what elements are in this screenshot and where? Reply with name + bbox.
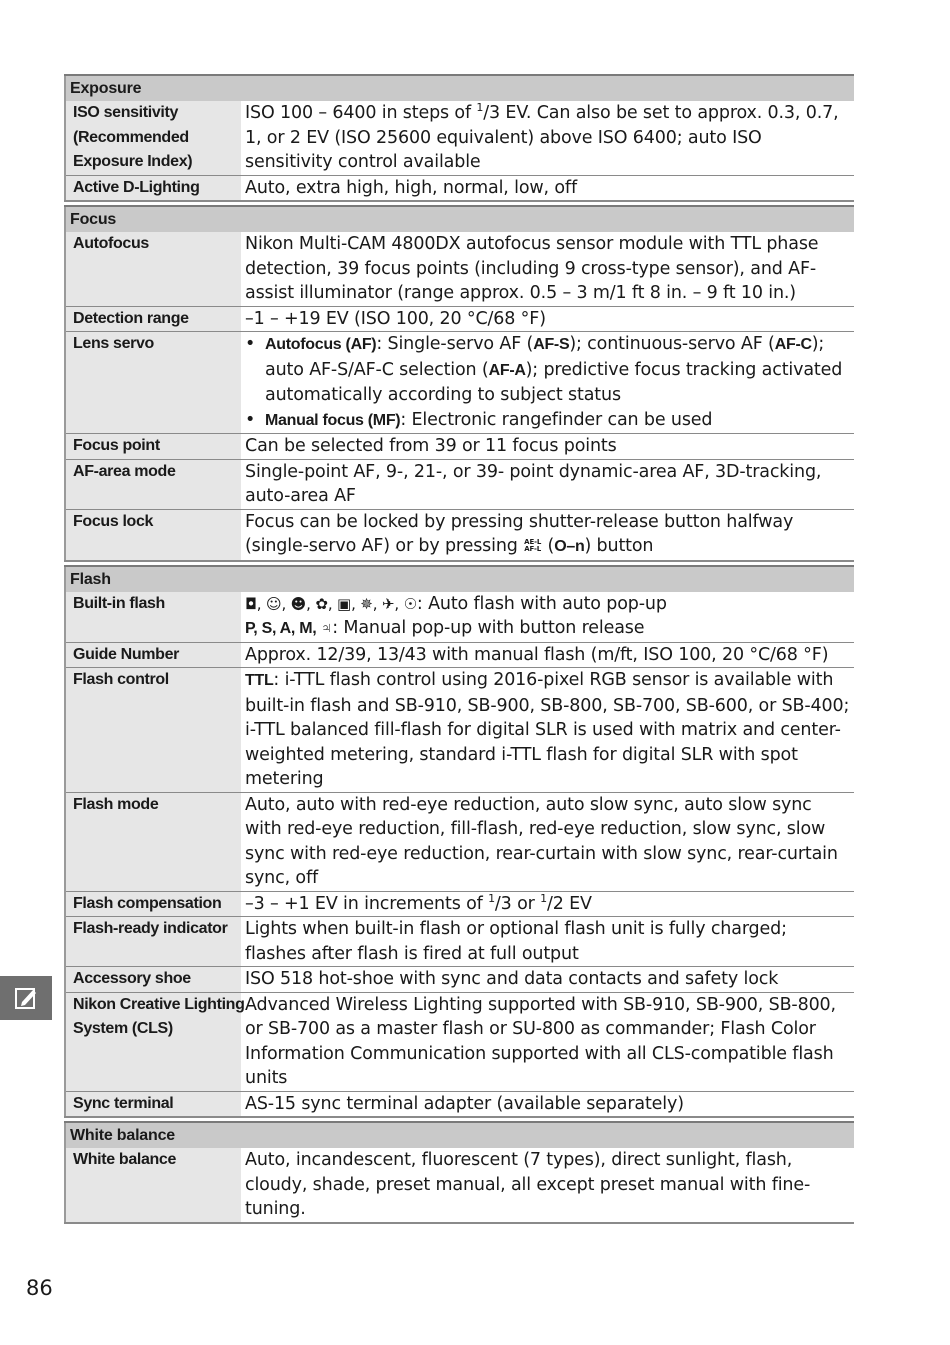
label-line: ISO sensitivity xyxy=(73,104,179,121)
spec-label: Active D-Lighting xyxy=(65,175,241,201)
spec-row-flash-compensation xyxy=(65,891,854,917)
value-text: : i-TTL flash control using 2016-pixel RGB sensor is available with built-in flash and SB-910, SB-900, SB-800, SB-700, SB-600, or SB-400; i-TTL balanced fill-flash for digital SLR is used with matrix and center-weighted metering, standard i-TTL flash for digital SLR with spot metering xyxy=(245,670,850,789)
bullet-list xyxy=(245,332,850,433)
value-text: : Single-servo AF ( xyxy=(376,334,534,354)
value-text: ISO 100 – 6400 in steps of xyxy=(245,103,477,123)
fraction-denominator: /2 xyxy=(546,893,564,914)
value-line xyxy=(245,592,850,617)
spec-value: AS-15 sync terminal adapter (available separately) xyxy=(241,1091,854,1117)
bold-term: AF-S xyxy=(533,336,570,353)
spec-label: Sync terminal xyxy=(65,1091,241,1117)
spec-label: Autofocus xyxy=(65,232,241,306)
label-line: Exposure Index) xyxy=(73,153,193,170)
specifications-table xyxy=(64,74,854,1224)
key-lock-icon: O–n xyxy=(554,538,585,555)
spec-label: White balance xyxy=(65,1148,241,1223)
spec-value xyxy=(241,101,854,175)
bold-term: AF-A xyxy=(488,361,526,379)
list-item xyxy=(265,332,850,408)
spec-row-lens-servo xyxy=(65,332,854,434)
section-title: White balance xyxy=(65,1122,854,1148)
spec-label xyxy=(65,101,241,175)
spec-value xyxy=(241,592,854,643)
spec-row-focus-lock xyxy=(65,509,854,561)
spec-row-detection-range xyxy=(65,306,854,332)
section-flash xyxy=(65,566,854,592)
pencil-note-icon xyxy=(13,985,39,1011)
fraction-denominator: /3 xyxy=(483,103,501,123)
label-line: (Recommended xyxy=(73,128,189,146)
spec-label: Lens servo xyxy=(65,332,241,434)
spec-value xyxy=(241,509,854,561)
value-text: ) button xyxy=(584,536,654,556)
spec-value: ISO 518 hot-shoe with sync and data contacts and safety lock xyxy=(241,967,854,993)
value-text: ); continuous-servo AF ( xyxy=(569,334,775,354)
spec-value: Lights when built-in flash or optional flash unit is fully charged; flashes after flash is fired at full output xyxy=(241,917,854,967)
spec-row-autofocus xyxy=(65,232,854,306)
spec-row-accessory-shoe xyxy=(65,967,854,993)
list-item xyxy=(265,408,850,434)
bold-term: Manual focus (MF) xyxy=(265,411,401,429)
spec-label: Guide Number xyxy=(65,642,241,668)
spec-value: Auto, extra high, high, normal, low, off xyxy=(241,175,854,201)
value-text: Focus can be locked by pressing shutter-release button halfway (single-servo AF) or by pressing xyxy=(245,511,794,556)
fraction-denominator: /3 xyxy=(494,893,512,914)
spec-value: Nikon Multi-CAM 4800DX autofocus sensor module with TTL phase detection, 39 focus points (including 9 cross-type sensor), and AF-assist illuminator (range approx. 0.5 – 3 m/1 ft 8 in. – 9 ft 10 in.) xyxy=(241,232,854,306)
scene-mode-icons: ◘, ☺, ☻, ✿, ▣, ✵, ✈, ☉ xyxy=(245,594,417,613)
value-text: or xyxy=(511,893,541,914)
spec-value: Approx. 12/39, 13/43 with manual flash (m/ft, ISO 100, 20 °C/68 °F) xyxy=(241,642,854,668)
bold-term: Autofocus (AF) xyxy=(265,336,377,353)
bold-term: AF-C xyxy=(774,336,812,353)
exposure-mode-letters: P, S, A, M, ♃ xyxy=(245,620,333,637)
value-text: : Auto flash with auto pop-up xyxy=(416,593,667,614)
value-text: EV xyxy=(563,893,592,914)
spec-label xyxy=(65,992,245,1091)
fraction-numerator: 1 xyxy=(488,891,495,905)
spec-label: Flash mode xyxy=(65,792,241,891)
spec-label: Detection range xyxy=(65,306,241,332)
spec-value: Auto, auto with red-eye reduction, auto slow sync, auto slow sync with red-eye reduction, fill-flash, red-eye reduction, slow sync, slow sync with red-eye reduction, rear-curtain with slow sync, rear-curtain sync, off xyxy=(241,792,854,891)
spec-label: Focus lock xyxy=(65,509,241,561)
spec-row-built-in-flash xyxy=(65,592,854,643)
bold-term: TTL xyxy=(245,672,274,689)
spec-value: Auto, incandescent, fluorescent (7 types), direct sunlight, flash, cloudy, shade, preset manual, all except preset manual with fine-tuning. xyxy=(241,1148,854,1223)
spec-label: Flash-ready indicator xyxy=(65,917,241,967)
value-text: : Electronic rangefinder can be used xyxy=(400,409,713,430)
spec-value xyxy=(241,332,854,434)
value-line xyxy=(245,616,850,642)
spec-value: –1 – +19 EV (ISO 100, 20 °C/68 °F) xyxy=(241,306,854,332)
spec-row-white-balance xyxy=(65,1148,854,1223)
label-line: Nikon Creative Lighting xyxy=(73,995,245,1013)
spec-row-iso-sensitivity xyxy=(65,101,854,175)
spec-value: Can be selected from 39 or 11 focus points xyxy=(241,434,854,460)
value-text: ); predictive focus tracking activated automatically according to subject status xyxy=(265,359,843,405)
label-line: System (CLS) xyxy=(73,1020,173,1037)
spec-row-flash-mode xyxy=(65,792,854,891)
spec-label: Accessory shoe xyxy=(65,967,241,993)
spec-row-af-area-mode xyxy=(65,459,854,509)
section-title: Flash xyxy=(65,566,854,592)
section-exposure xyxy=(65,75,854,101)
chapter-tab[interactable] xyxy=(0,976,52,1020)
spec-label: Focus point xyxy=(65,434,241,460)
fraction-numerator: 1 xyxy=(476,101,484,115)
page-number: 86 xyxy=(26,1276,53,1300)
spec-row-guide-number xyxy=(65,642,854,668)
spec-value: Single-point AF, 9-, 21-, or 39- point dynamic-area AF, 3D-tracking, auto-area AF xyxy=(241,459,854,509)
spec-row-focus-point xyxy=(65,434,854,460)
fraction-numerator: 1 xyxy=(540,891,547,905)
icon-label: AE-L xyxy=(524,538,542,546)
spec-value xyxy=(241,668,854,793)
spec-value xyxy=(241,891,854,917)
value-text: : Manual pop-up with button release xyxy=(332,618,645,638)
section-title: Exposure xyxy=(65,75,854,101)
spec-label: AF-area mode xyxy=(65,459,241,509)
spec-row-creative-lighting-system xyxy=(65,992,854,1091)
spec-row-active-d-lighting xyxy=(65,175,854,201)
value-text: EV. Can also be set to approx. 0.3, 0.7, 1, or 2 EV (ISO 25600 equivalent) above ISO 6400; auto ISO sensitivity control available xyxy=(245,103,839,172)
value-text: ); auto AF-S/AF-C selection ( xyxy=(265,334,825,380)
value-text: –3 – +1 EV in increments of xyxy=(245,893,489,914)
section-white-balance xyxy=(65,1122,854,1148)
icon-label: AF-L xyxy=(524,545,542,553)
spec-row-sync-terminal xyxy=(65,1091,854,1117)
ae-l-af-l-button-icon xyxy=(524,539,541,553)
spec-value: Advanced Wireless Lighting supported with SB-910, SB-900, SB-800, or SB-700 as a master flash or SU-800 as commander; Flash Color Information Communication supported with all CLS-compatible flash units xyxy=(241,992,854,1091)
spec-label: Flash compensation xyxy=(65,891,241,917)
spec-row-flash-ready-indicator xyxy=(65,917,854,967)
section-title: Focus xyxy=(65,206,854,232)
spec-row-flash-control xyxy=(65,668,854,793)
spec-label: Flash control xyxy=(65,668,241,793)
section-focus xyxy=(65,206,854,232)
value-text: ( xyxy=(542,536,555,556)
spec-label: Built-in flash xyxy=(65,592,241,643)
